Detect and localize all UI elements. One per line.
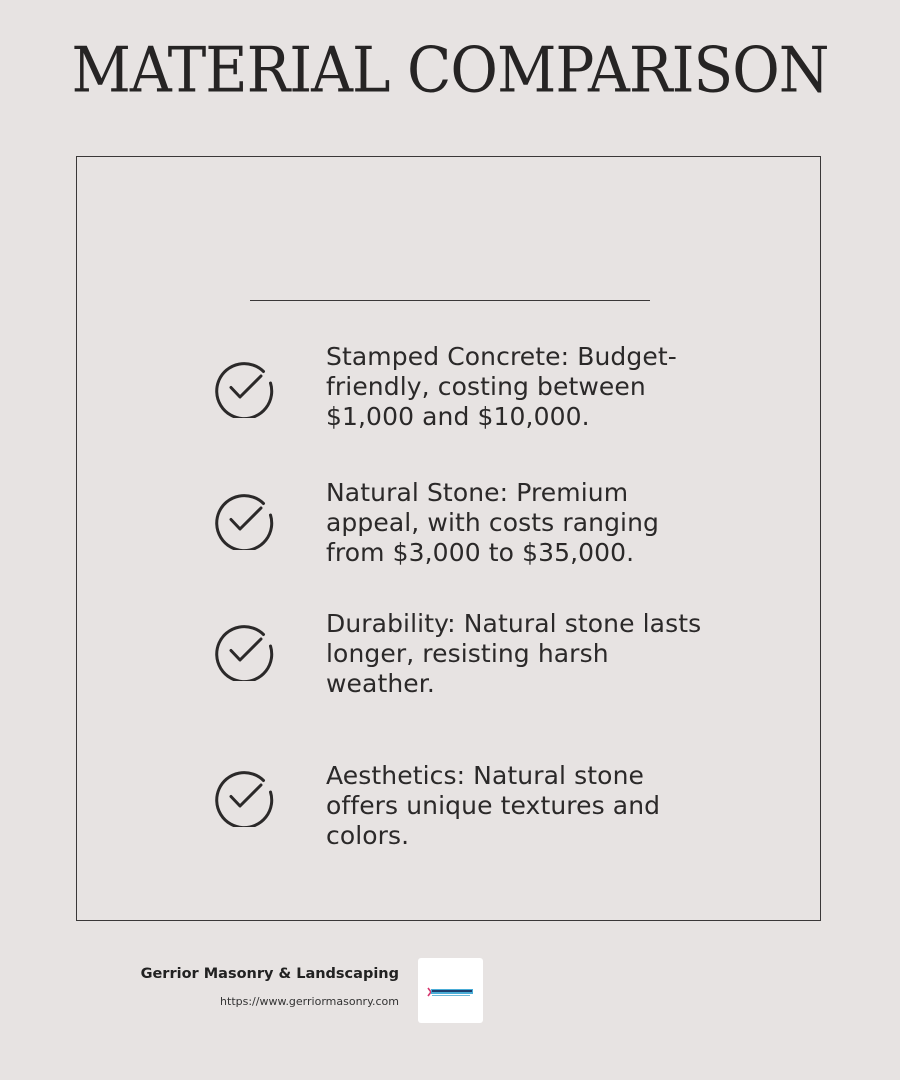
check-circle-icon xyxy=(213,356,275,418)
company-name: Gerrior Masonry & Landscaping xyxy=(140,966,399,982)
check-circle-icon xyxy=(213,619,275,681)
list-item-text: Stamped Concrete: Budget-friendly, costing between $1,000 and $10,000. xyxy=(326,342,677,431)
company-logo[interactable] xyxy=(418,958,483,1023)
list-item-text: Durability: Natural stone lasts longer, resisting harsh weather. xyxy=(326,609,702,698)
divider-line xyxy=(250,300,650,301)
list-item-text: Natural Stone: Premium appeal, with costs ranging from $3,000 to $35,000. xyxy=(326,478,659,567)
list-item-text: Aesthetics: Natural stone offers unique textures and colors. xyxy=(326,761,661,850)
company-url[interactable]: https://www.gerriormasonry.com xyxy=(220,995,399,1008)
check-circle-icon xyxy=(213,488,275,550)
page-title: MATERIAL COMPARISON xyxy=(71,33,829,107)
check-circle-icon xyxy=(213,765,275,827)
